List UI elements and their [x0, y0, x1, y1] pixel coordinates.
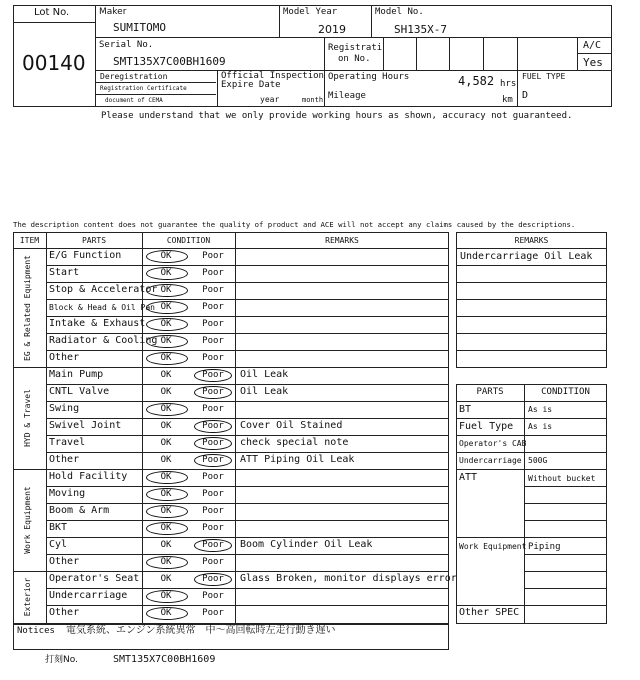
- ok-selected-circle: [146, 471, 188, 484]
- att-label: ATT: [459, 472, 478, 483]
- poor-option: Poor: [202, 404, 224, 414]
- model-year-label: Model Year: [283, 7, 338, 17]
- year-label: year: [260, 95, 280, 104]
- part-name: Start: [49, 267, 80, 278]
- side-part-condition: 500G: [528, 456, 548, 465]
- poor-option: Poor: [202, 489, 224, 499]
- part-name: Operator's Seat: [49, 573, 140, 584]
- ok-selected-circle: [146, 607, 188, 620]
- fuel-type-value: D: [522, 90, 529, 101]
- remark-text: ATT Piping Oil Leak: [240, 454, 355, 465]
- poor-option: Poor: [202, 370, 224, 380]
- part-name: Other: [49, 352, 80, 363]
- part-name: Cyl: [49, 539, 68, 550]
- part-name: Other: [49, 454, 80, 465]
- ok-option: OK: [160, 472, 172, 482]
- poor-option: Poor: [202, 540, 224, 550]
- ok-selected-circle: [146, 318, 188, 331]
- poor-option: Poor: [202, 251, 224, 261]
- ok-selected-circle: [146, 403, 188, 416]
- group-label: EG & Related Equipment: [23, 254, 32, 361]
- ok-selected-circle: [146, 284, 188, 297]
- ok-selected-circle: [146, 488, 188, 501]
- lot-label: Lot No.: [34, 7, 70, 18]
- model-no-value: SH135X-7: [394, 23, 447, 36]
- group-label: Work Equipment: [23, 486, 32, 554]
- ok-option: OK: [160, 251, 172, 261]
- ok-option: OK: [160, 523, 172, 533]
- lot-number: 00140: [22, 51, 86, 75]
- col-condition-header: CONDITION: [166, 236, 211, 245]
- month-label: month: [302, 96, 324, 104]
- poor-selected-circle: [194, 386, 232, 399]
- inspection-label-2: Expire Date: [221, 80, 281, 90]
- ok-option: OK: [160, 540, 172, 550]
- poor-selected-circle: [194, 437, 232, 450]
- km-label: km: [502, 95, 513, 105]
- registration-label-2: on No.: [338, 54, 371, 64]
- hrs-label: hrs: [500, 79, 517, 89]
- part-name: Block & Head & Oil Pan: [49, 303, 155, 312]
- ok-option: OK: [160, 506, 172, 516]
- col-item-header: ITEM: [19, 236, 40, 245]
- fuel-type-label: FUEL TYPE: [522, 72, 566, 81]
- work-equipment-label: Work Equipment: [459, 542, 527, 551]
- serial-value: SMT135X7C00BH1609: [113, 55, 226, 68]
- ok-option: OK: [160, 489, 172, 499]
- side-condition-header: CONDITION: [541, 387, 590, 397]
- poor-selected-circle: [194, 369, 232, 382]
- ok-selected-circle: [146, 522, 188, 535]
- model-no-label: Model No.: [375, 7, 424, 17]
- poor-option: Poor: [202, 387, 224, 397]
- col-remarks-header: REMARKS: [325, 236, 359, 245]
- poor-option: Poor: [202, 302, 224, 312]
- ok-option: OK: [160, 421, 172, 431]
- table-row: [46, 486, 449, 503]
- maker-value: SUMITOMO: [113, 21, 166, 34]
- group-label: Exterior: [23, 577, 32, 616]
- poor-option: Poor: [202, 353, 224, 363]
- serial-label: Serial No.: [99, 40, 154, 50]
- part-name: Travel: [49, 437, 86, 448]
- table-row: [46, 401, 449, 418]
- poor-option: Poor: [202, 285, 224, 295]
- ok-selected-circle: [146, 352, 188, 365]
- col-parts-header: PARTS: [81, 236, 107, 245]
- ok-option: OK: [160, 574, 172, 584]
- poor-option: Poor: [202, 268, 224, 278]
- ok-selected-circle: [146, 250, 188, 263]
- ok-option: OK: [160, 404, 172, 414]
- cema-label: document of CEMA: [105, 97, 163, 104]
- ok-selected-circle: [146, 301, 188, 314]
- ok-selected-circle: [146, 556, 188, 569]
- registration-label: Registrati: [328, 43, 383, 53]
- ok-option: OK: [160, 302, 172, 312]
- ac-value: Yes: [583, 56, 603, 69]
- side-part-name: Operator's CAB: [459, 439, 527, 448]
- ok-option: OK: [160, 455, 172, 465]
- ok-option: OK: [160, 591, 172, 601]
- disclaimer: The description content does not guarantee the quality of product and ACE will not accept any claims caused by the descriptions.: [13, 220, 576, 229]
- ac-label: A/C: [583, 40, 602, 51]
- poor-selected-circle: [194, 573, 232, 586]
- part-name: Swing: [49, 403, 80, 414]
- part-name: BKT: [49, 522, 68, 533]
- ok-option: OK: [160, 285, 172, 295]
- part-name: Stop & Accelerator: [49, 284, 158, 295]
- deregistration-label: Deregistration: [100, 72, 168, 81]
- part-name: Hold Facility: [49, 471, 128, 482]
- operating-hours-label: Operating Hours: [328, 72, 410, 82]
- remark-text: Oil Leak: [240, 386, 289, 397]
- side-remark-line: Undercarriage Oil Leak: [460, 251, 593, 262]
- att-value: Without bucket: [528, 474, 596, 483]
- notices-label: Notices: [17, 626, 55, 636]
- side-remarks-header: REMARKS: [514, 236, 549, 245]
- poor-option: Poor: [202, 523, 224, 533]
- poor-option: Poor: [202, 608, 224, 618]
- poor-option: Poor: [202, 319, 224, 329]
- ok-option: OK: [160, 268, 172, 278]
- mileage-label: Mileage: [328, 91, 366, 101]
- remark-text: check special note: [240, 437, 349, 448]
- work-equipment-value: Piping: [528, 542, 561, 552]
- side-parts-header: PARTS: [476, 387, 504, 397]
- model-year-value: 2019: [318, 23, 346, 36]
- ok-option: OK: [160, 557, 172, 567]
- ok-option: OK: [160, 438, 172, 448]
- side-part-condition: As is: [528, 422, 553, 431]
- notices-text: 電気系統、エンジン系統異常 中～高回転時左走行動き遅い: [66, 625, 336, 636]
- ok-option: OK: [160, 387, 172, 397]
- maker-label: Maker: [99, 7, 127, 17]
- ok-option: OK: [160, 336, 172, 346]
- table-row: [46, 350, 449, 367]
- poor-selected-circle: [194, 454, 232, 467]
- group-label: HYD & Travel: [23, 389, 32, 447]
- inspection-label: Official Inspection: [221, 71, 324, 81]
- part-name: E/G Function: [49, 250, 122, 261]
- part-name: Swivel Joint: [49, 420, 122, 431]
- remark-text: Boom Cylinder Oil Leak: [240, 539, 373, 550]
- working-hours-note: Please understand that we only provide working hours as shown, accuracy not guaranteed.: [101, 111, 573, 121]
- poor-option: Poor: [202, 557, 224, 567]
- poor-option: Poor: [202, 336, 224, 346]
- poor-selected-circle: [194, 420, 232, 433]
- side-part-name: Fuel Type: [459, 421, 514, 432]
- part-name: Undercarriage: [49, 590, 128, 601]
- ok-selected-circle: [146, 505, 188, 518]
- ok-selected-circle: [146, 267, 188, 280]
- ok-option: OK: [160, 319, 172, 329]
- part-name: Other: [49, 607, 80, 618]
- poor-option: Poor: [202, 506, 224, 516]
- poor-selected-circle: [194, 539, 232, 552]
- part-name: Radiator & Cooling: [49, 335, 158, 346]
- poor-option: Poor: [202, 455, 224, 465]
- poor-option: Poor: [202, 421, 224, 431]
- table-row: [46, 605, 449, 622]
- table-row: [46, 520, 449, 537]
- ok-option: OK: [160, 608, 172, 618]
- remark-text: Oil Leak: [240, 369, 289, 380]
- ok-selected-circle: [146, 590, 188, 603]
- side-part-name: BT: [459, 404, 472, 415]
- side-part-name: Undercarriage: [459, 456, 522, 465]
- part-name: Main Pump: [49, 369, 104, 380]
- remark-text: Glass Broken, monitor displays error: [240, 573, 457, 584]
- part-name: Boom & Arm: [49, 505, 110, 516]
- operating-hours-value: 4,582: [458, 74, 495, 88]
- stamp-no-value: SMT135X7C00BH1609: [113, 654, 216, 665]
- other-spec-label: Other SPEC: [459, 607, 520, 618]
- stamp-no-label: 打刻No.: [45, 655, 78, 665]
- part-name: Other: [49, 556, 80, 567]
- poor-option: Poor: [202, 591, 224, 601]
- poor-option: Poor: [202, 574, 224, 584]
- ok-option: OK: [160, 370, 172, 380]
- ok-selected-circle: [146, 335, 188, 348]
- part-name: CNTL Valve: [49, 386, 110, 397]
- poor-option: Poor: [202, 472, 224, 482]
- side-part-condition: As is: [528, 405, 553, 414]
- part-name: Intake & Exhaust: [49, 318, 146, 329]
- table-row: [46, 554, 449, 571]
- part-name: Moving: [49, 488, 86, 499]
- remark-text: Cover Oil Stained: [240, 420, 343, 431]
- ok-option: OK: [160, 353, 172, 363]
- table-row: [46, 265, 449, 282]
- poor-option: Poor: [202, 438, 224, 448]
- registration-certificate-label: Registration Certificate: [100, 85, 187, 92]
